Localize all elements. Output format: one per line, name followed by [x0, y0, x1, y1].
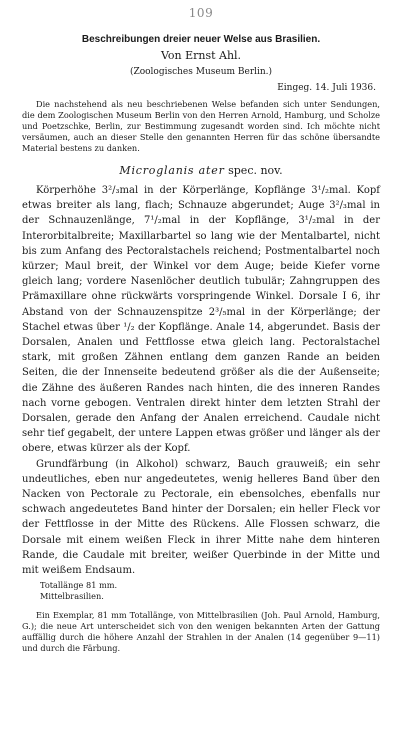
author-line: Von Ernst Ahl.: [160, 49, 242, 62]
received-date: Eingeg. 14. Juli 1936.: [277, 83, 376, 93]
description-paragraph-1: Körperhöhe 3²/₃mal in der Körperlänge, Kopflänge 3¹/₂mal. Kopf etwas breiter als lang, flach; Schnauze abgerundet; Auge 3²/₃mal in der Schnauzenlänge, 7¹/₂mal in der Kopflänge, 3¹/₂mal in der Interorbitalbreite; Maxillarbartel so lang wie der Mentalbartel, nicht bis zum Anfang des Pectoralstachels reichend; Postmentalbartel noch kürzer; Maul breit, der Winkel vor dem Auge; beide Kiefer vorne gleich lang; vordere Nasenlöcher deutlich tubulär; Zahngruppen des Prämaxillare ohne rückwärts vorspringende Winkel. Dorsale I 6, ihr Abstand von der Schnauzenspitze 2³/₅mal in der Körperlänge; der Stachel etwas über ¹/₂ der Kopflänge. Anale 14, abgerundet. Basis der Dorsalen, Analen und Fettflosse etwa gleich lang. Pectoralstachel stark, mit großen Zähnen entlang dem ganzen Rande an beiden Seiten, die der Innenseite bedeutend größer als die der Außenseite; die Zähne des äußeren Randes nach hinten, die des inneren Randes nach vorne gebogen. Ventralen direkt hinter dem letzten Strahl der Dorsalen, gerade den Anfang der Analen erreichend. Caudale nicht sehr tief gegabelt, der untere Lappen etwas größer und länger als der obere, etwas kürzer als der Kopf.: [22, 185, 380, 455]
affiliation: (Zoologisches Museum Berlin.): [129, 67, 273, 77]
specimen-note: Ein Exemplar, 81 mm Totallänge, von Mittelbrasilien (Joh. Paul Arnold, Hamburg, G.); die neue Art unterscheidet sich von den wenigen bekannten Arten der Gattung auffällig durch die höhere Anzahl der Strahlen in der Analen (14 gegenüber 9—11) und durch die Färbung.: [22, 610, 380, 654]
species-name: Microglanis ater: [119, 164, 225, 177]
intro-paragraph: Die nachstehend als neu beschriebenen Welse befanden sich unter Sendungen, die dem Zoologischen Museum Berlin von den Herren Arnold, Hamburg, und Scholze und Poetzschke, Berlin, zur Bestimmung zugesandt worden sind. Ich möchte nicht versäumen, auch an dieser Stelle den genannten Herren für das schöne übersandte Material bestens zu danken.: [22, 99, 380, 153]
locality: Mittelbrasilien.: [40, 591, 104, 602]
species-suffix: spec. nov.: [224, 164, 283, 177]
species-heading: [22, 164, 380, 177]
article-title: Beschreibungen dreier neuer Welse aus Brasilien.: [81, 34, 321, 45]
page-number: 109: [188, 6, 214, 20]
total-length: Totallänge 81 mm.: [40, 580, 118, 591]
description-paragraph-2: Grundfärbung (in Alkohol) schwarz, Bauch grauweiß; ein sehr undeutliches, eben nur angedeutetes, wenig helleres Band über den Nacken von Pectorale zu Pectorale, ein ebensolches, ebenfalls nur schwach angedeutetes Band hinter der Dorsalen; ein heller Fleck vor der Fettflosse in der Mitte des Rückens. Alle Flossen schwarz, die Dorsale mit einem weißen Fleck in ihrer Mitte nahe dem hinteren Rande, die Caudale mit breiter, weißer Querbinde in der Mitte und mit weißem Endsaum.: [22, 458, 380, 577]
